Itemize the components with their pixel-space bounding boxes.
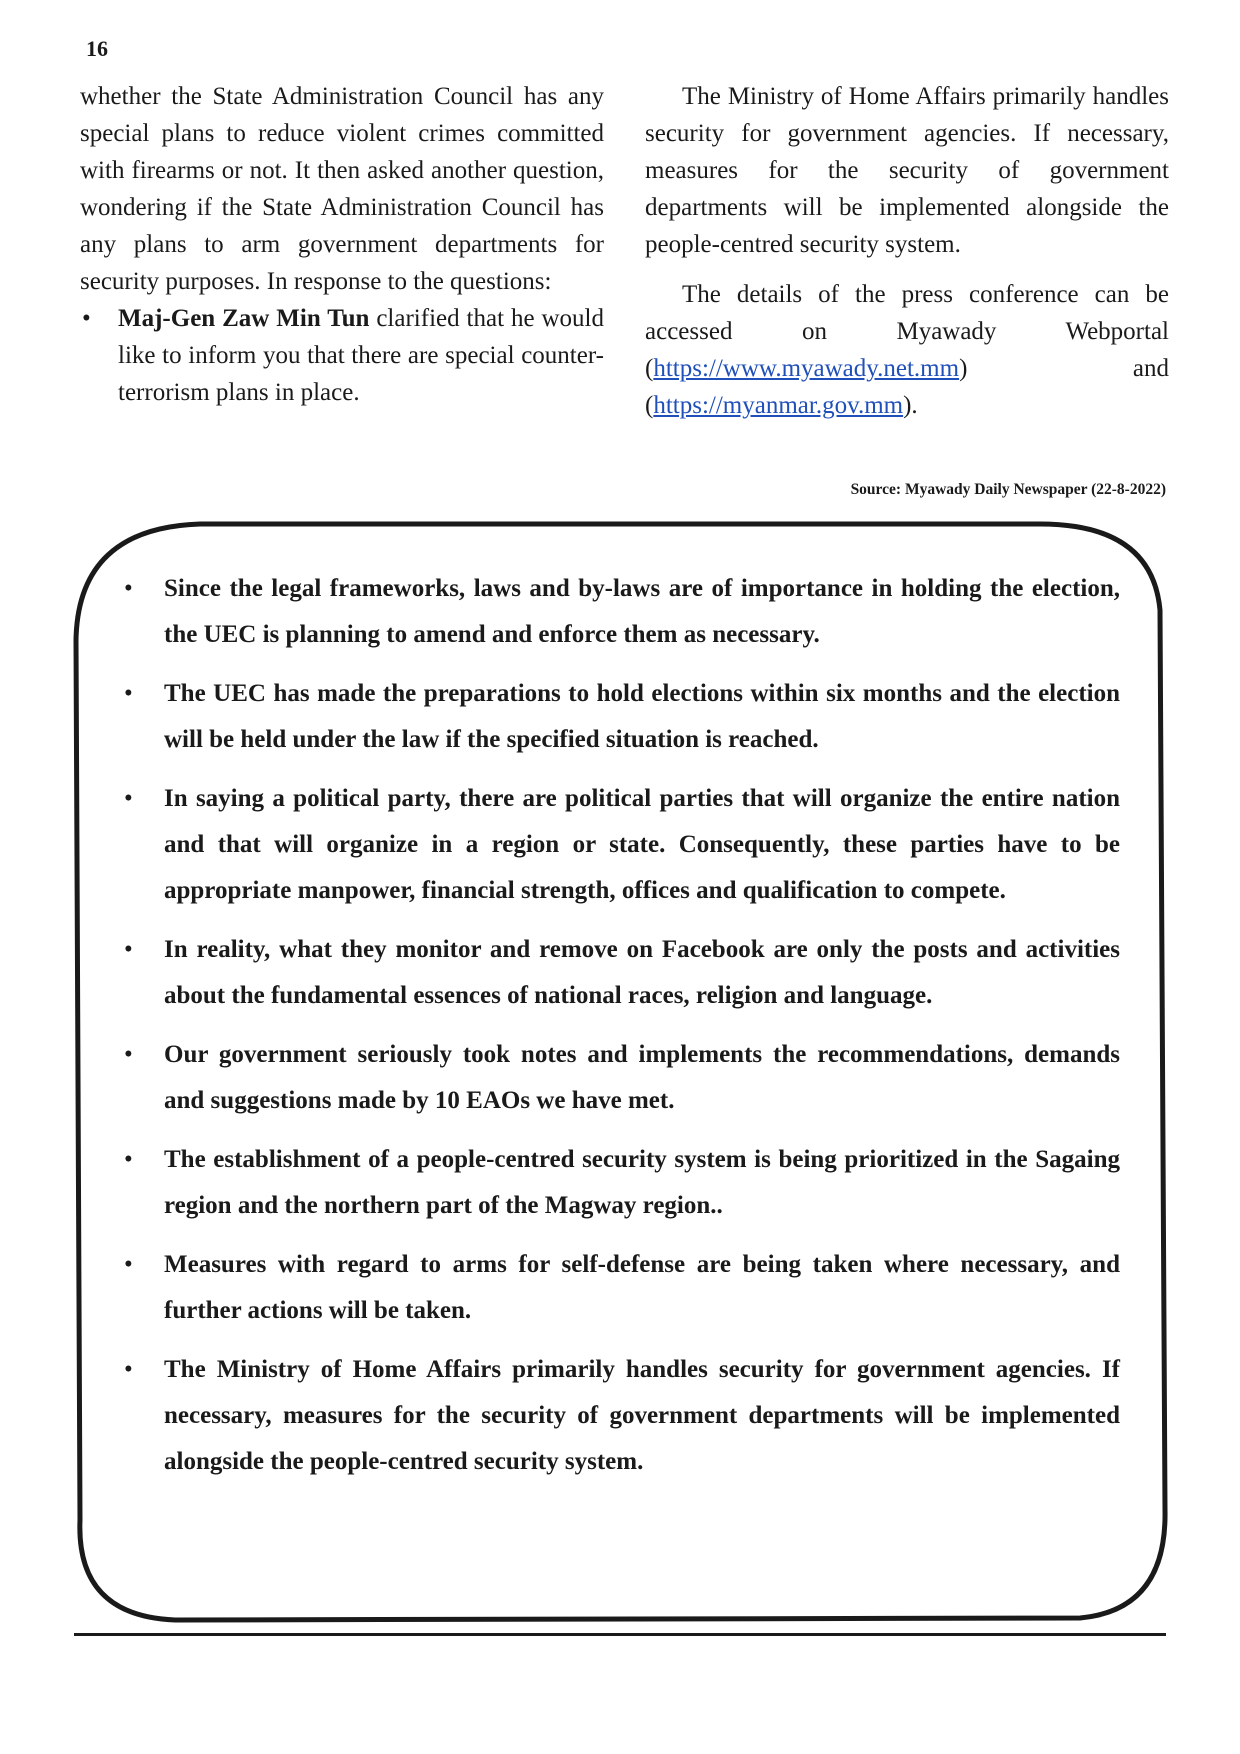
highlight-text: The UEC has made the preparations to hold elections within six months and the election will be held under the law if the specified situation is reached. [164, 680, 1120, 753]
myawady-link[interactable]: https://www.myawady.net.mm [653, 355, 960, 382]
highlight-text: Since the legal frameworks, laws and by-laws are of importance in holding the election, the UEC is planning to amend and enforce them as necessary. [164, 575, 1120, 648]
highlight-box [120, 566, 1120, 1498]
highlight-item [120, 1347, 1120, 1485]
left-column [80, 78, 604, 411]
highlight-item [120, 671, 1120, 763]
highlight-item [120, 1137, 1120, 1229]
highlight-item [120, 927, 1120, 1019]
myanmar-gov-link[interactable]: https://myanmar.gov.mm [653, 392, 904, 419]
left-bullet-list [80, 300, 604, 411]
highlight-text: In reality, what they monitor and remove on Facebook are only the posts and activities about the fundamental essences of national races, religion and language. [164, 936, 1120, 1009]
highlight-text: Measures with regard to arms for self-defense are being taken where necessary, and further actions will be taken. [164, 1251, 1120, 1324]
source-citation: Source: Myawady Daily Newspaper (22-8-2022) [850, 481, 1166, 498]
right-paragraph-1: The Ministry of Home Affairs primarily handles security for government agencies. If necessary, measures for the security of government departments will be implemented alongside the people-centred security system. [645, 83, 1169, 258]
highlight-item [120, 1032, 1120, 1124]
bullet-icon: • [124, 1356, 133, 1383]
paragraph-mid-text: ) and ( [645, 355, 1169, 419]
bullet-icon: • [124, 785, 133, 812]
paragraph-lead-text: The details of the press conference can be accessed on Myawady Webportal ( [645, 281, 1169, 382]
bullet-icon: • [124, 1041, 133, 1068]
list-item [80, 300, 604, 411]
bullet-icon: • [124, 1146, 133, 1173]
highlight-text: In saying a political party, there are political parties that will organize the entire nation and that will organize in a region or state. Consequently, these parties have to be appropriate manpower, financial strength, offices and qualification to compete. [164, 785, 1120, 904]
bullet-icon: • [124, 1251, 133, 1278]
highlight-item [120, 776, 1120, 914]
right-column [645, 78, 1169, 424]
bullet-icon: • [124, 575, 133, 602]
bullet-icon: • [124, 936, 133, 963]
highlight-text: Our government seriously took notes and implements the recommendations, demands and suggestions made by 10 EAOs we have met. [164, 1041, 1120, 1114]
left-intro-paragraph: whether the State Administration Council has any special plans to reduce violent crimes committed with firearms or not. It then asked another question, wondering if the State Administration Council has any plans to arm government departments for security purposes. In response to the questions: [80, 83, 604, 295]
speaker-statement: clarified that he would like to inform you that there are special counter-terrorism plans in place. [118, 305, 604, 406]
paragraph-end-text: ). [903, 392, 918, 419]
bottom-divider [74, 1633, 1166, 1636]
speaker-name: Maj-Gen Zaw Min Tun [118, 305, 370, 332]
highlight-text: The establishment of a people-centred security system is being prioritized in the Sagaing region and the northern part of the Magway region.. [164, 1146, 1120, 1219]
highlight-text: The Ministry of Home Affairs primarily handles security for government agencies. If necessary, measures for the security of government departments will be implemented alongside the people-centred security system. [164, 1356, 1120, 1475]
highlight-list [120, 566, 1120, 1485]
bullet-icon: • [124, 680, 133, 707]
page-number: 16 [86, 36, 108, 61]
right-paragraph-2 [645, 276, 1169, 424]
highlight-item [120, 1242, 1120, 1334]
bullet-icon: • [82, 305, 91, 332]
highlight-item [120, 566, 1120, 658]
